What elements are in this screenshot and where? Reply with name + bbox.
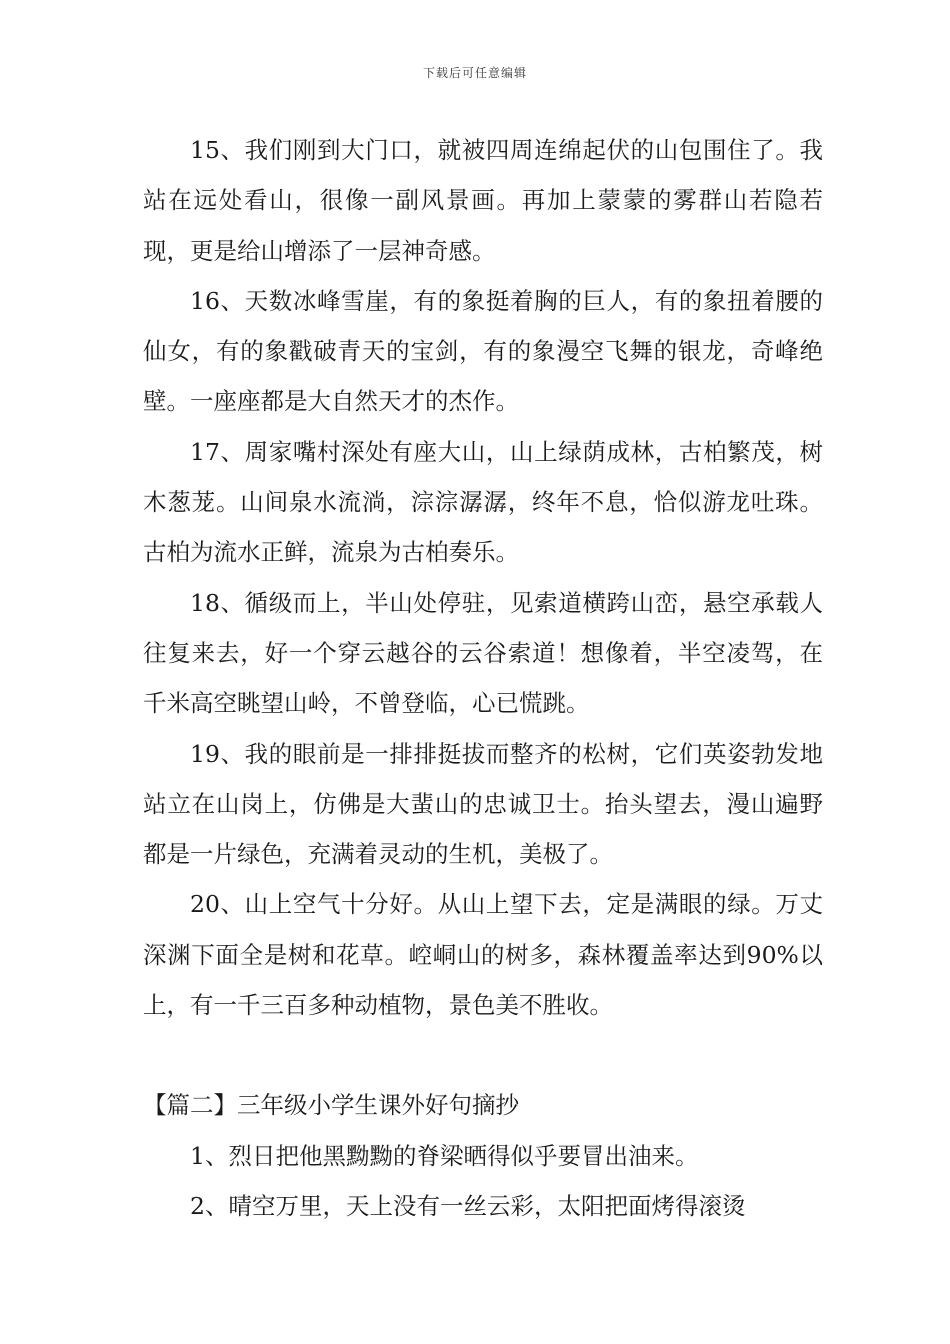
paragraph-17: 17、周家嘴村深处有座大山，山上绿荫成林，古柏繁茂，树木葱茏。山间泉水流淌，淙淙潺潺，终年不息，恰似游龙吐珠。古柏为流水正鲜，流泉为古柏奏乐。	[143, 437, 823, 567]
paragraph-15: 15、我们刚到大门口，就被四周连绵起伏的山包围住了。我站在远处看山，很像一副风景画。再加上蒙蒙的雾群山若隐若现，更是给山增添了一层神奇感。	[143, 136, 823, 265]
paragraph-16: 16、天数冰峰雪崖，有的象挺着胸的巨人，有的象扭着腰的仙女，有的象戳破青天的宝剑，有的象漫空飞舞的银龙，奇峰绝壁。一座座都是大自然天才的杰作。	[143, 286, 823, 416]
paragraph-19: 19、我的眼前是一排排挺拔而整齐的松树，它们英姿勃发地站立在山岗上，仿佛是大蜚山的忠诚卫士。抬头望去，漫山遍野都是一片绿色，充满着灵动的生机，美极了。	[143, 739, 823, 869]
section-item-1: 1、烈日把他黑黝黝的脊梁晒得似乎要冒出油来。	[190, 1141, 699, 1170]
section-spacer	[143, 1030, 823, 1080]
section-title: 【篇二】三年级小学生课外好句摘抄	[143, 1091, 519, 1120]
paragraph-18: 18、循级而上，半山处停驻，见索道横跨山峦，悬空承载人往复来去，好一个穿云越谷的云谷索道！想像着，半空凌驾，在千米高空眺望山岭，不曾登临，心已慌跳。	[143, 588, 823, 718]
section-item-2: 2、晴空万里，天上没有一丝云彩，太阳把面烤得滚烫	[190, 1191, 746, 1220]
document-body	[143, 125, 823, 1231]
page-header: 下载后可任意编辑	[422, 66, 527, 80]
paragraph-20: 20、山上空气十分好。从山上望下去，定是满眼的绿。万丈深渊下面全是树和花草。崆峒山的树多，森林覆盖率达到90%以上，有一千三百多种动植物，景色美不胜收。	[143, 890, 823, 1020]
